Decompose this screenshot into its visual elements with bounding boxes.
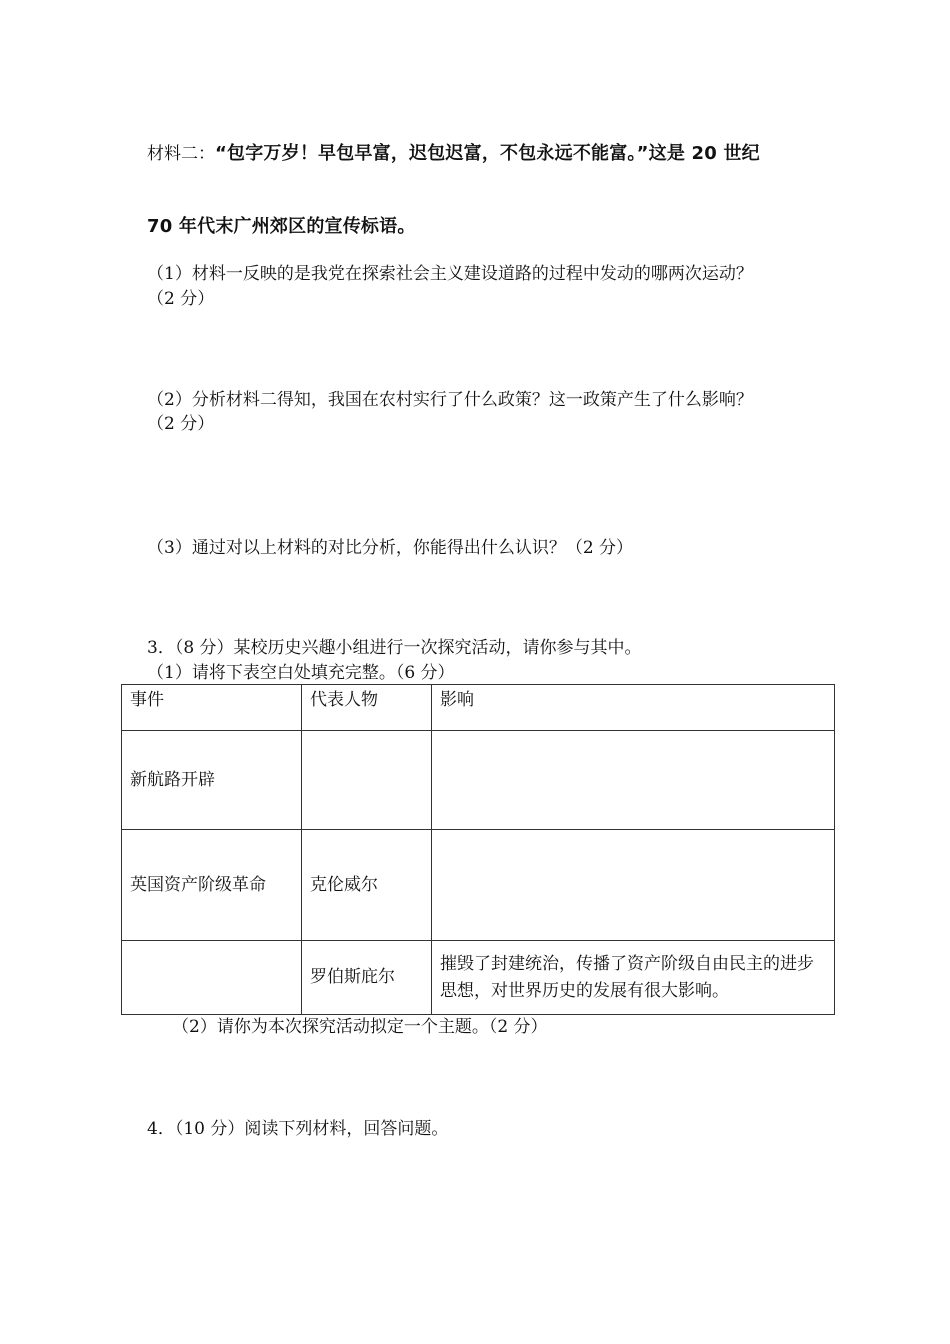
cell-impact: 摧毁了封建统治，传播了资产阶级自由民主的进步思想，对世界历史的发展有很大影响。 (432, 941, 835, 1015)
cell-event-blank[interactable] (122, 941, 302, 1015)
table-header-row (122, 685, 835, 731)
q2-sub1-line2: （2 分） (147, 289, 215, 309)
cell-impact-blank[interactable] (432, 731, 835, 830)
cell-event: 新航路开辟 (122, 731, 302, 830)
header-figure: 代表人物 (302, 685, 432, 731)
table-row (122, 941, 835, 1015)
q3-sub1: （1）请将下表空白处填充完整。（6 分） (147, 663, 455, 683)
material-2-lead: 材料二： (147, 144, 215, 164)
material-2-line-1 (147, 139, 760, 165)
material-2-quote-line-1: “包字万岁！早包早富，迟包迟富，不包永远不能富。”这是 20 世纪 (215, 143, 760, 164)
cell-event: 英国资产阶级革命 (122, 830, 302, 941)
q4-title: 4．（10 分）阅读下列材料，回答问题。 (147, 1119, 449, 1139)
q3-sub2: （2）请你为本次探究活动拟定一个主题。（2 分） (172, 1017, 548, 1037)
q2-sub1-line1: （1）材料一反映的是我党在探索社会主义建设道路的过程中发动的哪两次运动？ (147, 264, 753, 284)
material-2-line-2 (147, 212, 416, 238)
q2-sub2-line2: （2 分） (147, 414, 215, 434)
cell-figure: 罗伯斯庇尔 (302, 941, 432, 1015)
material-2-quote-line-2: 70 年代末广州郊区的宣传标语。 (147, 216, 416, 237)
q3-title: 3．（8 分）某校历史兴趣小组进行一次探究活动，请你参与其中。 (147, 638, 642, 658)
header-impact: 影响 (432, 685, 835, 731)
cell-figure: 克伦威尔 (302, 830, 432, 941)
table-row (122, 731, 835, 830)
header-event: 事件 (122, 685, 302, 731)
q2-sub3: （3）通过对以上材料的对比分析，你能得出什么认识？（2 分） (147, 538, 634, 558)
cell-figure-blank[interactable] (302, 731, 432, 830)
history-events-table (121, 684, 835, 1015)
cell-impact-blank[interactable] (432, 830, 835, 941)
table-row (122, 830, 835, 941)
q2-sub2-line1: （2）分析材料二得知，我国在农村实行了什么政策？这一政策产生了什么影响？ (147, 390, 753, 410)
